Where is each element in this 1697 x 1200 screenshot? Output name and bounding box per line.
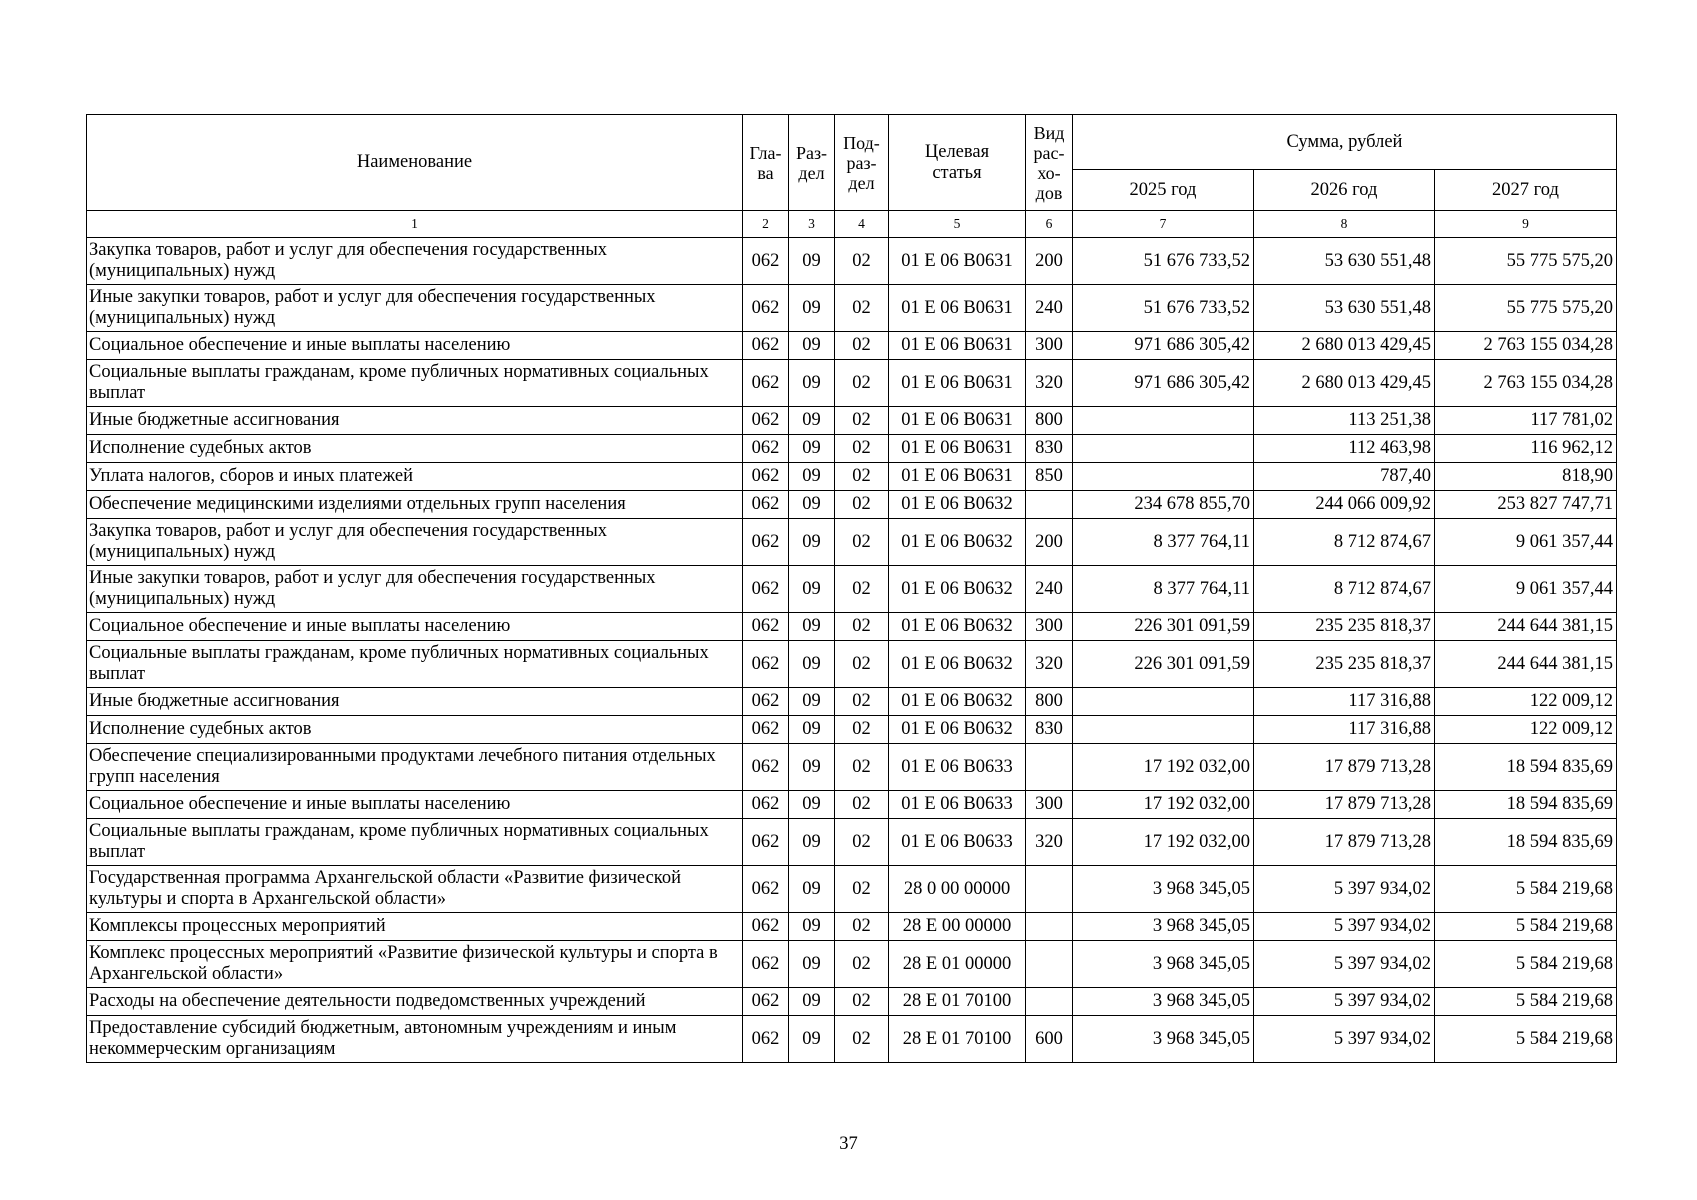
row-name: Иные закупки товаров, работ и услуг для обеспечения государственных (муниципальных) нужд	[87, 566, 743, 613]
table-row	[87, 519, 1617, 566]
col-number: 8	[1254, 211, 1435, 238]
row-amount-2027: 5 584 219,68	[1435, 988, 1617, 1016]
row-section: 09	[789, 716, 835, 744]
row-chapter: 062	[743, 519, 789, 566]
col-number: 6	[1026, 211, 1073, 238]
row-name: Исполнение судебных актов	[87, 716, 743, 744]
row-amount-2026: 787,40	[1254, 463, 1435, 491]
row-amount-2027: 55 775 575,20	[1435, 238, 1617, 285]
row-section: 09	[789, 988, 835, 1016]
row-target-article: 01 Е 06 В0632	[889, 641, 1026, 688]
row-expense-type: 240	[1026, 285, 1073, 332]
col-number: 7	[1073, 211, 1254, 238]
table-row	[87, 491, 1617, 519]
row-name: Иные бюджетные ассигнования	[87, 407, 743, 435]
row-section: 09	[789, 688, 835, 716]
row-target-article: 28 Е 01 00000	[889, 941, 1026, 988]
row-amount-2025: 971 686 305,42	[1073, 360, 1254, 407]
table-row	[87, 1016, 1617, 1063]
row-amount-2026: 2 680 013 429,45	[1254, 360, 1435, 407]
row-amount-2027: 2 763 155 034,28	[1435, 332, 1617, 360]
row-expense-type: 850	[1026, 463, 1073, 491]
row-subsection: 02	[835, 435, 889, 463]
row-name: Предоставление субсидий бюджетным, автономным учреждениям и иным некоммерческим организациям	[87, 1016, 743, 1063]
table-row	[87, 641, 1617, 688]
row-amount-2027: 253 827 747,71	[1435, 491, 1617, 519]
table-row	[87, 613, 1617, 641]
row-subsection: 02	[835, 688, 889, 716]
row-amount-2027: 5 584 219,68	[1435, 866, 1617, 913]
row-amount-2026: 244 066 009,92	[1254, 491, 1435, 519]
row-amount-2026: 5 397 934,02	[1254, 866, 1435, 913]
row-chapter: 062	[743, 1016, 789, 1063]
row-section: 09	[789, 641, 835, 688]
row-subsection: 02	[835, 819, 889, 866]
col-number: 4	[835, 211, 889, 238]
table-row	[87, 463, 1617, 491]
page-number: 37	[839, 1134, 858, 1154]
row-name: Социальное обеспечение и иные выплаты населению	[87, 613, 743, 641]
row-section: 09	[789, 463, 835, 491]
table-row	[87, 566, 1617, 613]
header-name: Наименование	[87, 115, 743, 211]
row-amount-2026: 17 879 713,28	[1254, 744, 1435, 791]
row-amount-2025: 8 377 764,11	[1073, 566, 1254, 613]
row-name: Иные закупки товаров, работ и услуг для обеспечения государственных (муниципальных) нужд	[87, 285, 743, 332]
row-target-article: 28 Е 01 70100	[889, 988, 1026, 1016]
row-chapter: 062	[743, 491, 789, 519]
row-chapter: 062	[743, 360, 789, 407]
header-chapter: Гла- ва	[743, 115, 789, 211]
row-expense-type: 320	[1026, 641, 1073, 688]
row-subsection: 02	[835, 407, 889, 435]
row-subsection: 02	[835, 238, 889, 285]
row-amount-2027: 9 061 357,44	[1435, 566, 1617, 613]
row-section: 09	[789, 360, 835, 407]
row-subsection: 02	[835, 988, 889, 1016]
row-subsection: 02	[835, 463, 889, 491]
header-year-2026: 2026 год	[1254, 170, 1435, 211]
col-number: 5	[889, 211, 1026, 238]
table-row	[87, 744, 1617, 791]
row-expense-type: 200	[1026, 519, 1073, 566]
row-subsection: 02	[835, 866, 889, 913]
col-number: 3	[789, 211, 835, 238]
row-amount-2025	[1073, 463, 1254, 491]
row-amount-2026: 113 251,38	[1254, 407, 1435, 435]
row-amount-2026: 112 463,98	[1254, 435, 1435, 463]
row-name: Расходы на обеспечение деятельности подведомственных учреждений	[87, 988, 743, 1016]
row-amount-2025	[1073, 407, 1254, 435]
row-subsection: 02	[835, 613, 889, 641]
row-amount-2026: 8 712 874,67	[1254, 566, 1435, 613]
table-row	[87, 866, 1617, 913]
table-row	[87, 407, 1617, 435]
table-row	[87, 988, 1617, 1016]
table-row	[87, 791, 1617, 819]
row-subsection: 02	[835, 360, 889, 407]
row-chapter: 062	[743, 332, 789, 360]
row-amount-2027: 5 584 219,68	[1435, 941, 1617, 988]
row-amount-2027: 5 584 219,68	[1435, 1016, 1617, 1063]
row-target-article: 01 Е 06 В0632	[889, 716, 1026, 744]
row-expense-type: 300	[1026, 791, 1073, 819]
row-chapter: 062	[743, 238, 789, 285]
row-amount-2026: 53 630 551,48	[1254, 238, 1435, 285]
row-expense-type	[1026, 744, 1073, 791]
row-target-article: 28 Е 01 70100	[889, 1016, 1026, 1063]
row-expense-type: 300	[1026, 613, 1073, 641]
row-target-article: 01 Е 06 В0631	[889, 463, 1026, 491]
row-section: 09	[789, 819, 835, 866]
row-target-article: 28 Е 00 00000	[889, 913, 1026, 941]
row-section: 09	[789, 791, 835, 819]
row-name: Государственная программа Архангельской области «Развитие физической культуры и спорта в Архангельской области»	[87, 866, 743, 913]
row-amount-2026: 5 397 934,02	[1254, 1016, 1435, 1063]
row-expense-type	[1026, 913, 1073, 941]
row-expense-type	[1026, 491, 1073, 519]
row-expense-type: 830	[1026, 716, 1073, 744]
table-row	[87, 435, 1617, 463]
header-target: Целевая статья	[889, 115, 1026, 211]
row-amount-2026: 53 630 551,48	[1254, 285, 1435, 332]
row-amount-2027: 244 644 381,15	[1435, 613, 1617, 641]
row-target-article: 01 Е 06 В0632	[889, 688, 1026, 716]
row-chapter: 062	[743, 688, 789, 716]
row-chapter: 062	[743, 463, 789, 491]
row-target-article: 01 Е 06 В0633	[889, 791, 1026, 819]
row-subsection: 02	[835, 566, 889, 613]
row-amount-2027: 117 781,02	[1435, 407, 1617, 435]
row-amount-2025: 971 686 305,42	[1073, 332, 1254, 360]
row-section: 09	[789, 435, 835, 463]
row-subsection: 02	[835, 285, 889, 332]
col-number: 2	[743, 211, 789, 238]
row-expense-type: 300	[1026, 332, 1073, 360]
header-section: Раз- дел	[789, 115, 835, 211]
row-name: Обеспечение специализированными продуктами лечебного питания отдельных групп населения	[87, 744, 743, 791]
row-section: 09	[789, 613, 835, 641]
row-name: Уплата налогов, сборов и иных платежей	[87, 463, 743, 491]
row-section: 09	[789, 407, 835, 435]
row-subsection: 02	[835, 941, 889, 988]
row-chapter: 062	[743, 613, 789, 641]
row-expense-type	[1026, 941, 1073, 988]
row-amount-2026: 235 235 818,37	[1254, 641, 1435, 688]
row-subsection: 02	[835, 791, 889, 819]
row-amount-2025: 226 301 091,59	[1073, 641, 1254, 688]
row-amount-2026: 5 397 934,02	[1254, 913, 1435, 941]
row-expense-type: 600	[1026, 1016, 1073, 1063]
row-amount-2025	[1073, 716, 1254, 744]
row-amount-2026: 117 316,88	[1254, 716, 1435, 744]
row-amount-2025: 17 192 032,00	[1073, 819, 1254, 866]
row-chapter: 062	[743, 285, 789, 332]
row-amount-2025: 51 676 733,52	[1073, 285, 1254, 332]
row-chapter: 062	[743, 407, 789, 435]
row-chapter: 062	[743, 566, 789, 613]
row-target-article: 01 Е 06 В0631	[889, 238, 1026, 285]
row-amount-2027: 18 594 835,69	[1435, 791, 1617, 819]
table-row	[87, 941, 1617, 988]
row-target-article: 01 Е 06 В0633	[889, 819, 1026, 866]
row-expense-type	[1026, 866, 1073, 913]
row-target-article: 01 Е 06 В0633	[889, 744, 1026, 791]
row-amount-2025: 3 968 345,05	[1073, 913, 1254, 941]
row-amount-2026: 2 680 013 429,45	[1254, 332, 1435, 360]
row-name: Социальное обеспечение и иные выплаты населению	[87, 791, 743, 819]
row-chapter: 062	[743, 435, 789, 463]
table-row	[87, 332, 1617, 360]
column-number-row	[87, 211, 1617, 238]
row-amount-2027: 18 594 835,69	[1435, 819, 1617, 866]
row-amount-2027: 122 009,12	[1435, 716, 1617, 744]
row-target-article: 01 Е 06 В0631	[889, 285, 1026, 332]
row-section: 09	[789, 913, 835, 941]
row-name: Иные бюджетные ассигнования	[87, 688, 743, 716]
row-amount-2025: 51 676 733,52	[1073, 238, 1254, 285]
table-row	[87, 285, 1617, 332]
row-amount-2027: 2 763 155 034,28	[1435, 360, 1617, 407]
row-expense-type	[1026, 988, 1073, 1016]
row-subsection: 02	[835, 641, 889, 688]
row-section: 09	[789, 941, 835, 988]
row-amount-2026: 17 879 713,28	[1254, 819, 1435, 866]
header-year-2027: 2027 год	[1435, 170, 1617, 211]
row-amount-2027: 5 584 219,68	[1435, 913, 1617, 941]
row-amount-2025: 3 968 345,05	[1073, 988, 1254, 1016]
row-expense-type: 200	[1026, 238, 1073, 285]
table-row	[87, 238, 1617, 285]
row-subsection: 02	[835, 1016, 889, 1063]
row-chapter: 062	[743, 819, 789, 866]
row-amount-2025	[1073, 435, 1254, 463]
row-name: Комплексы процессных мероприятий	[87, 913, 743, 941]
row-name: Комплекс процессных мероприятий «Развитие физической культуры и спорта в Архангельской области»	[87, 941, 743, 988]
row-name: Исполнение судебных актов	[87, 435, 743, 463]
row-name: Закупка товаров, работ и услуг для обеспечения государственных (муниципальных) нужд	[87, 519, 743, 566]
row-section: 09	[789, 566, 835, 613]
row-section: 09	[789, 332, 835, 360]
row-target-article: 01 Е 06 В0631	[889, 360, 1026, 407]
header-sum-group: Сумма, рублей	[1073, 115, 1617, 170]
row-section: 09	[789, 491, 835, 519]
table-row	[87, 819, 1617, 866]
row-target-article: 01 Е 06 В0632	[889, 519, 1026, 566]
header-expense-type: Вид рас- хо- дов	[1026, 115, 1073, 211]
row-amount-2025: 17 192 032,00	[1073, 791, 1254, 819]
row-amount-2027: 9 061 357,44	[1435, 519, 1617, 566]
row-amount-2027: 818,90	[1435, 463, 1617, 491]
header-year-2025: 2025 год	[1073, 170, 1254, 211]
row-section: 09	[789, 1016, 835, 1063]
row-amount-2025	[1073, 688, 1254, 716]
row-amount-2025: 3 968 345,05	[1073, 941, 1254, 988]
row-subsection: 02	[835, 913, 889, 941]
col-number: 1	[87, 211, 743, 238]
table-body	[87, 238, 1617, 1063]
table-row	[87, 913, 1617, 941]
row-expense-type: 800	[1026, 688, 1073, 716]
row-chapter: 062	[743, 791, 789, 819]
row-target-article: 28 0 00 00000	[889, 866, 1026, 913]
row-expense-type: 800	[1026, 407, 1073, 435]
row-section: 09	[789, 238, 835, 285]
row-chapter: 062	[743, 744, 789, 791]
row-amount-2027: 122 009,12	[1435, 688, 1617, 716]
row-subsection: 02	[835, 491, 889, 519]
row-target-article: 01 Е 06 В0632	[889, 491, 1026, 519]
row-section: 09	[789, 285, 835, 332]
row-target-article: 01 Е 06 В0631	[889, 332, 1026, 360]
row-subsection: 02	[835, 519, 889, 566]
row-name: Социальные выплаты гражданам, кроме публичных нормативных социальных выплат	[87, 819, 743, 866]
row-amount-2027: 18 594 835,69	[1435, 744, 1617, 791]
row-target-article: 01 Е 06 В0632	[889, 566, 1026, 613]
row-name: Социальные выплаты гражданам, кроме публичных нормативных социальных выплат	[87, 360, 743, 407]
row-amount-2026: 235 235 818,37	[1254, 613, 1435, 641]
row-chapter: 062	[743, 641, 789, 688]
row-expense-type: 320	[1026, 360, 1073, 407]
table-row	[87, 360, 1617, 407]
header-subsection: Под- раз- дел	[835, 115, 889, 211]
row-amount-2025: 226 301 091,59	[1073, 613, 1254, 641]
row-amount-2027: 55 775 575,20	[1435, 285, 1617, 332]
row-subsection: 02	[835, 744, 889, 791]
row-chapter: 062	[743, 913, 789, 941]
row-amount-2026: 17 879 713,28	[1254, 791, 1435, 819]
row-amount-2025: 3 968 345,05	[1073, 1016, 1254, 1063]
row-name: Социальные выплаты гражданам, кроме публичных нормативных социальных выплат	[87, 641, 743, 688]
row-name: Обеспечение медицинскими изделиями отдельных групп населения	[87, 491, 743, 519]
row-amount-2025: 17 192 032,00	[1073, 744, 1254, 791]
row-amount-2026: 5 397 934,02	[1254, 988, 1435, 1016]
row-amount-2025: 234 678 855,70	[1073, 491, 1254, 519]
row-target-article: 01 Е 06 В0631	[889, 407, 1026, 435]
row-subsection: 02	[835, 332, 889, 360]
row-amount-2027: 244 644 381,15	[1435, 641, 1617, 688]
row-expense-type: 240	[1026, 566, 1073, 613]
row-chapter: 062	[743, 866, 789, 913]
col-number: 9	[1435, 211, 1617, 238]
row-chapter: 062	[743, 941, 789, 988]
table-row	[87, 716, 1617, 744]
row-subsection: 02	[835, 716, 889, 744]
row-amount-2025: 3 968 345,05	[1073, 866, 1254, 913]
row-expense-type: 320	[1026, 819, 1073, 866]
row-chapter: 062	[743, 716, 789, 744]
row-amount-2026: 5 397 934,02	[1254, 941, 1435, 988]
row-amount-2026: 8 712 874,67	[1254, 519, 1435, 566]
row-section: 09	[789, 744, 835, 791]
row-section: 09	[789, 866, 835, 913]
row-name: Социальное обеспечение и иные выплаты населению	[87, 332, 743, 360]
row-target-article: 01 Е 06 В0632	[889, 613, 1026, 641]
row-chapter: 062	[743, 988, 789, 1016]
row-name: Закупка товаров, работ и услуг для обеспечения государственных (муниципальных) нужд	[87, 238, 743, 285]
row-section: 09	[789, 519, 835, 566]
row-amount-2025: 8 377 764,11	[1073, 519, 1254, 566]
row-target-article: 01 Е 06 В0631	[889, 435, 1026, 463]
budget-table	[86, 114, 1617, 1063]
row-amount-2026: 117 316,88	[1254, 688, 1435, 716]
row-amount-2027: 116 962,12	[1435, 435, 1617, 463]
row-expense-type: 830	[1026, 435, 1073, 463]
table-row	[87, 688, 1617, 716]
